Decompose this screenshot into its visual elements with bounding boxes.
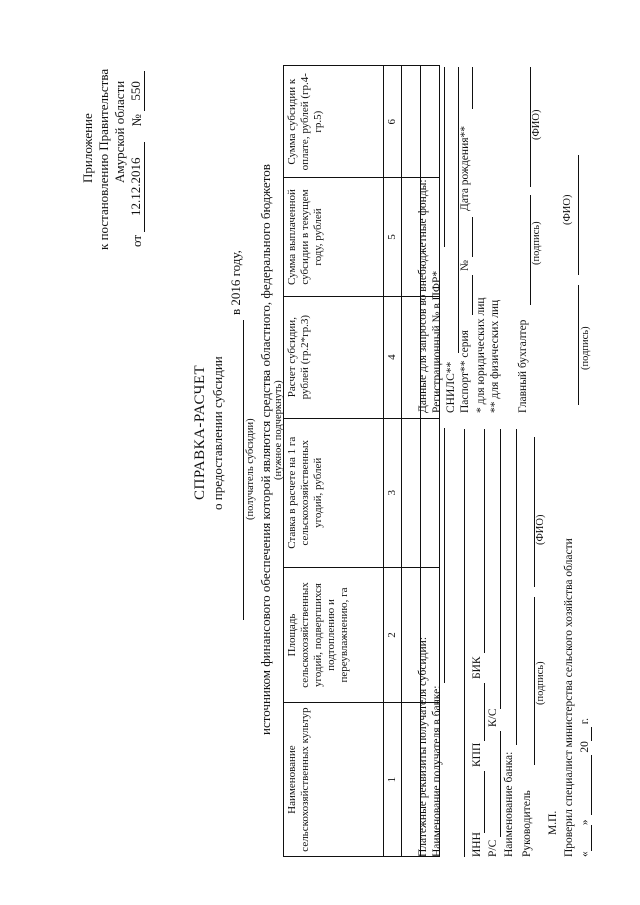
table-header-cell: Площадь сельскохозяйственных угодий, подвергшихся подтоплению и переувлажнению, га: [284, 567, 384, 702]
pfr-reg-label: Регистрационный № в ПФР*: [431, 270, 443, 413]
birth-date-field: [472, 67, 473, 109]
ks-label: К/С: [487, 708, 499, 727]
kpp-field: [484, 683, 485, 741]
chief-accountant-label: Главный бухгалтер: [517, 319, 529, 413]
head-fio-field: [534, 437, 535, 587]
chief-accountant-fio-caption: (ФИО): [531, 109, 542, 140]
table-number-cell: 4: [384, 296, 402, 418]
table-header-row: [284, 66, 384, 857]
table-number-cell: 3: [384, 418, 402, 567]
specialist-signature-field: [578, 285, 579, 405]
head-fio-caption: (ФИО): [535, 514, 546, 545]
chief-accountant-signature-caption: (подпись): [531, 221, 542, 265]
pfr-reg-field: [444, 67, 445, 247]
bank-recipient-name-field-2: [464, 429, 465, 857]
kpp-label: КПП: [471, 742, 483, 767]
document-subtitle: о предоставлении субсидии: [210, 356, 225, 510]
year-suffix: г.: [579, 717, 591, 725]
appendix-number: 550: [128, 71, 145, 111]
table-header-cell: Сумма субсидии к оплате, рублей (гр.4-гр.5): [284, 66, 384, 178]
note-legal: * для юридических лиц: [475, 297, 487, 413]
date-open-quote: «: [579, 851, 591, 857]
payment-details-label: Платежные реквизиты получателя субсидии:: [417, 636, 429, 857]
bank-recipient-name-field: [444, 428, 445, 683]
note-physical: ** для физических лиц: [489, 299, 501, 413]
bank-name-label: Наименование банка:: [503, 751, 515, 857]
specialist-fio-field: [578, 155, 579, 275]
bank-name-field: [516, 429, 517, 745]
rs-label: Р/С: [487, 839, 499, 857]
date-close-quote: »: [579, 819, 591, 826]
table-number-cell: 6: [384, 66, 402, 178]
appendix-number-label: №: [129, 114, 144, 127]
head-label: Руководитель: [521, 790, 533, 857]
bik-field: [484, 429, 485, 653]
table-number-row: [384, 66, 402, 857]
appendix-line-2: к постановлению Правительства: [96, 68, 111, 250]
appendix-date-line: [128, 71, 145, 247]
table-number-cell: 5: [384, 178, 402, 296]
recipient-caption: (получатель субсидии): [245, 418, 256, 520]
passport-number-field: [472, 217, 473, 257]
bank-recipient-name-label: Наименование получателя в банке:: [431, 685, 443, 857]
year-prefix: 20: [579, 741, 591, 753]
table-number-cell: 2: [384, 567, 402, 702]
head-signature-caption: (подпись): [535, 661, 546, 705]
appendix-line-3: Амурской области: [112, 80, 127, 183]
specialist-fio-caption: (ФИО): [562, 194, 573, 225]
underline-note: (нужное подчеркнуть): [273, 380, 284, 480]
check-date-line: [578, 718, 592, 857]
ks-field: [500, 429, 501, 709]
rs-field: [500, 731, 501, 837]
table-header-cell: Наименование сельскохозяйственных культур: [284, 703, 384, 857]
inn-label: ИНН: [471, 832, 483, 857]
stamp-place-label: М.П.: [547, 810, 559, 835]
passport-label: Паспорт** серия: [459, 330, 471, 413]
specialist-signature-caption: (подпись): [580, 326, 591, 370]
inn-field: [484, 771, 485, 833]
appendix-from-label: от: [129, 234, 144, 247]
document-title: СПРАВКА-РАСЧЕТ: [192, 364, 208, 500]
birth-date-label: Дата рождения**: [459, 125, 471, 211]
appendix-date: 12.12.2016: [128, 142, 145, 232]
recipient-underline: [243, 320, 244, 620]
table-header-cell: Ставка в расчете на 1 га сельскохозяйственных угодий, рублей: [284, 418, 384, 567]
table-header-cell: Сумма выплаченной субсидии в текущем году, рублей: [284, 178, 384, 296]
funding-source-line: источником финансового обеспечения которой являются средства областного, федерального бюджетов: [258, 164, 273, 735]
passport-number-sign: №: [459, 260, 471, 271]
appendix-line-1: Приложение: [80, 113, 95, 183]
checked-by-label: Проверил специалист министерства сельского хозяйства области: [563, 538, 575, 857]
snils-label: СНИЛС**: [445, 361, 457, 413]
year-text: в 2016 году,: [228, 250, 243, 315]
funds-request-label: Данные для запросов во внебюджетные фонды:: [417, 179, 429, 413]
table-header-cell: Расчет субсидии, рублей (гр.2*гр.3): [284, 296, 384, 418]
table-number-cell: 1: [384, 703, 402, 857]
bik-label: БИК: [471, 656, 483, 679]
passport-series-field: [472, 275, 473, 315]
